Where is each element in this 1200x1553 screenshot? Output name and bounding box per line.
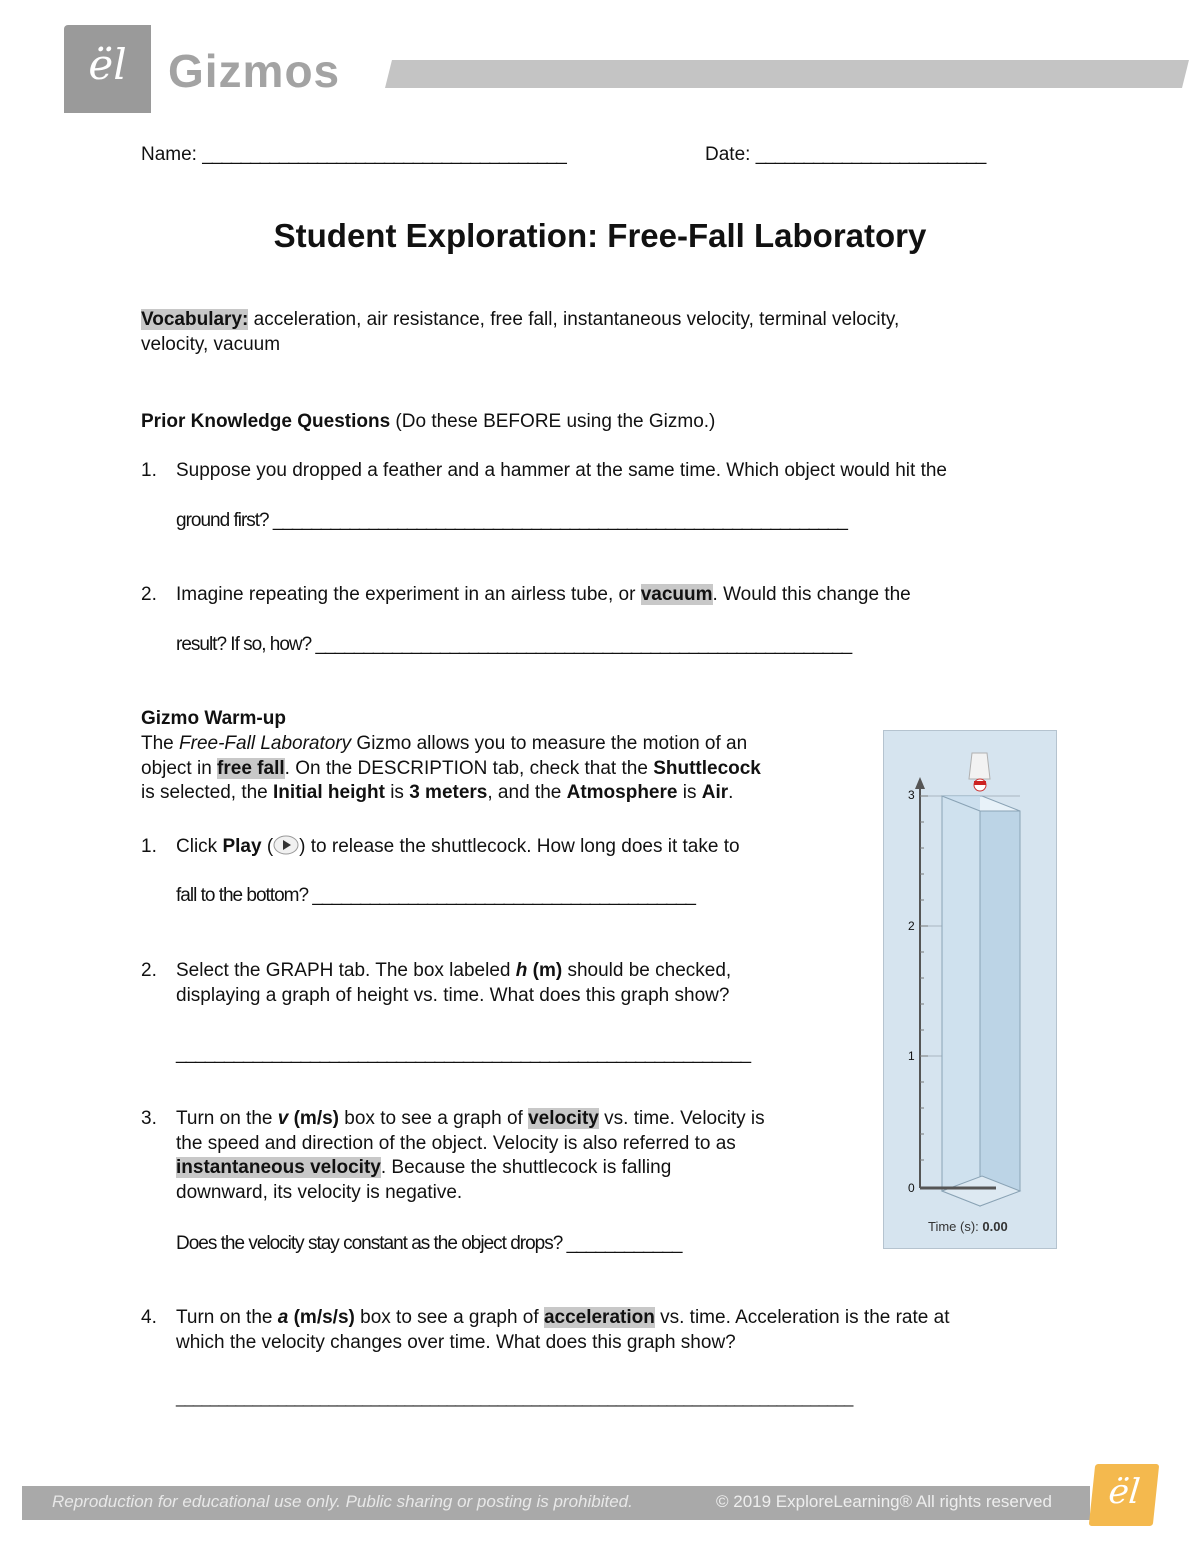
freefall-tube-diagram — [884, 731, 1056, 1248]
prior-heading-note: (Do these BEFORE using the Gizmo.) — [390, 411, 716, 432]
warmup-q2-text: Select the GRAPH tab. The box labeled h (m) should be checked, displaying a graph of height vs. time. What does this graph show? — [176, 960, 732, 1006]
warmup-intro: The Free-Fall Laboratory Gizmo allows you to measure the motion of an object in free fall. On the DESCRIPTION tab, check that the Shuttlecock is selected, the Initial height is 3 meters, and the Atmosphere is Air. — [141, 733, 761, 803]
tick-label-1: 1 — [908, 1049, 915, 1063]
vocab-term-instantaneous-velocity: instantaneous velocity — [176, 1157, 381, 1178]
name-blank[interactable]: ______________________________________ — [202, 144, 566, 165]
prior-q1-answer[interactable]: ground first? ____________________________________________________________ — [176, 510, 847, 531]
warmup-q4-answer[interactable]: ________________________________________________________________________________ — [176, 1388, 853, 1407]
prior-q2-text — [176, 583, 911, 608]
warmup-q1-number: 1. — [141, 836, 157, 857]
vocabulary-terms-1: acceleration, air resistance, free fall, instantaneous velocity, terminal velocity, — [248, 309, 900, 330]
prior-q2-answer[interactable]: result? If so, how? ________________________________________________________ — [176, 634, 852, 655]
vocab-term-free-fall: free fall — [217, 757, 285, 779]
time-readout — [928, 1219, 1008, 1234]
warmup-q2-number: 2. — [141, 960, 157, 981]
date-label: Date: — [705, 144, 751, 165]
play-icon — [273, 835, 299, 855]
vocab-term-acceleration: acceleration — [543, 1307, 655, 1328]
time-value: 0.00 — [982, 1219, 1008, 1234]
prior-q1-number: 1. — [141, 460, 157, 481]
footer-logo-glyph: ël — [1106, 1472, 1142, 1512]
page-title: Student Exploration: Free-Fall Laboratory — [273, 217, 927, 254]
tick-label-0: 0 — [908, 1181, 915, 1195]
tick-label-3: 3 — [908, 788, 915, 802]
footer-disclaimer: Reproduction for educational use only. Public sharing or posting is prohibited. — [52, 1492, 633, 1511]
warmup-q3-question[interactable]: Does the velocity stay constant as the object drops? ____________ — [176, 1233, 682, 1254]
time-label: Time (s): — [928, 1219, 983, 1234]
explorelearning-logo-icon: ël — [88, 40, 127, 89]
vocabulary-terms-2: velocity, vacuum — [141, 333, 281, 355]
prior-q2-number: 2. — [141, 584, 157, 605]
name-label: Name: — [141, 144, 197, 165]
vocabulary-label: Vocabulary: — [141, 309, 249, 330]
warmup-q3-text: Turn on the v (m/s) box to see a graph of velocity vs. time. Velocity is the speed and direction of the object. Velocity is also referred to as instantaneous velocity. Because the shuttlecock is falling downward, its velocity is negative. — [176, 1108, 765, 1203]
tick-label-2: 2 — [908, 919, 915, 933]
warmup-q4-number: 4. — [141, 1307, 157, 1328]
prior-q1-text: Suppose you dropped a feather and a hammer at the same time. Which object would hit the — [176, 460, 948, 481]
prior-heading-title: Prior Knowledge Questions — [141, 411, 391, 432]
vocabulary — [141, 308, 1041, 357]
freefall-simulation-image — [883, 730, 1057, 1249]
date-field[interactable] — [705, 144, 985, 166]
prior-heading — [141, 410, 715, 435]
warmup-q1-text: Click Play ( ) to release the shuttlecock. How long does it take to — [176, 836, 740, 857]
footer-copyright: © 2019 ExploreLearning® All rights reserved — [716, 1492, 1052, 1511]
brand-name: Gizmos — [168, 45, 341, 97]
warmup-q3-number: 3. — [141, 1108, 157, 1129]
explorelearning-footer-logo-icon — [1089, 1464, 1160, 1526]
name-field[interactable] — [141, 144, 566, 166]
vocab-term-velocity: velocity — [528, 1108, 599, 1129]
warmup-q1-answer[interactable]: fall to the bottom? ________________________________________ — [176, 885, 695, 906]
warmup-heading: Gizmo Warm-up — [141, 708, 286, 729]
warmup-q4-text: Turn on the a (m/s/s) box to see a graph of acceleration vs. time. Acceleration is the rate at which the velocity changes over time. What does this graph show? — [176, 1307, 950, 1353]
vocab-term-vacuum: vacuum — [640, 584, 713, 605]
date-blank[interactable]: ________________________ — [755, 144, 986, 165]
header-bar — [385, 60, 1189, 88]
prior-q2-post: . Would this change the — [712, 584, 911, 605]
prior-q2-pre: Imagine repeating the experiment in an airless tube, or — [176, 584, 641, 605]
warmup-q2-answer[interactable]: ____________________________________________________________ — [176, 1043, 751, 1064]
